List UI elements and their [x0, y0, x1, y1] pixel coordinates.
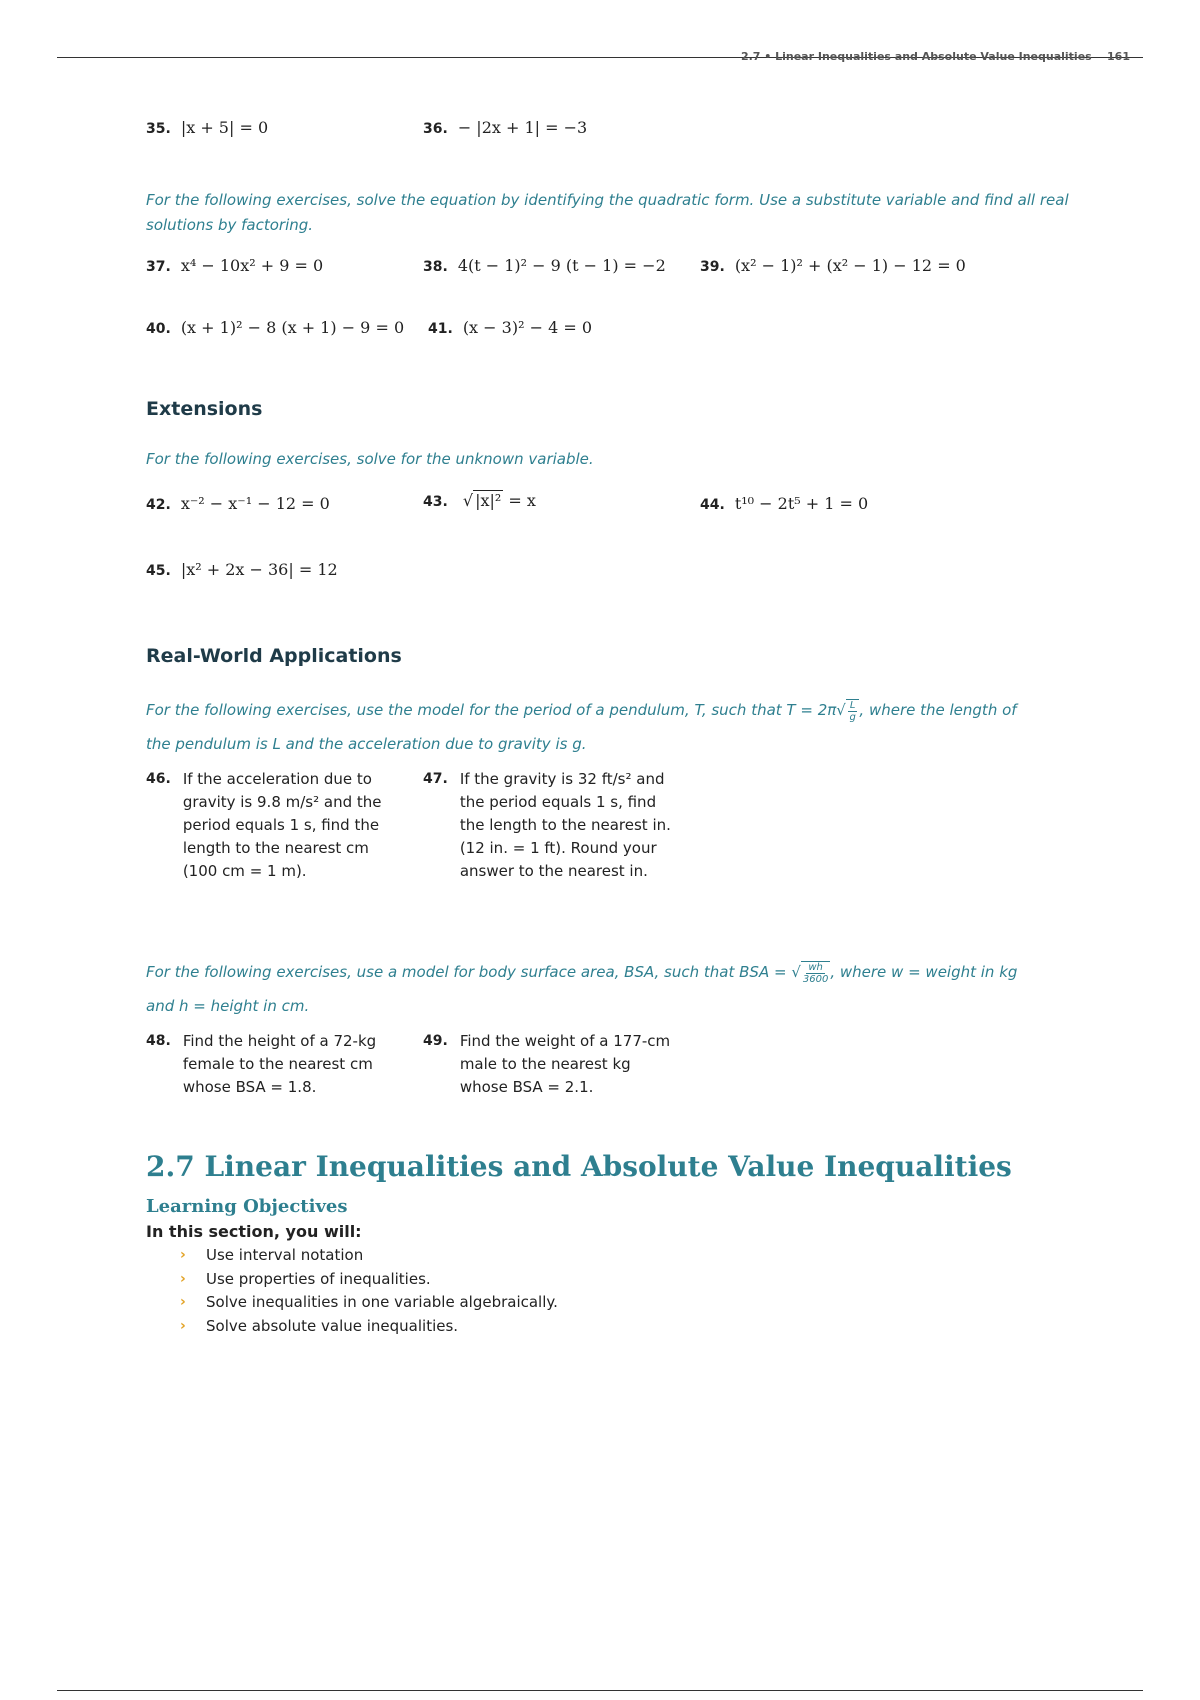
pendulum-sqrt: √ $\frac{L}{g}$	[836, 698, 859, 723]
exercise-expression: (x − 3)² − 4 = 0	[462, 318, 593, 337]
square-root: √ |x|²	[462, 491, 502, 510]
chevron-right-icon: ›	[180, 1317, 186, 1334]
exercise-number: 44.	[700, 497, 725, 513]
exercise-number: 42.	[146, 497, 171, 513]
exercise-expression: x⁻² − x⁻¹ − 12 = 0	[180, 494, 330, 513]
exercise-44	[700, 494, 868, 513]
exercise-expression: (x + 1)² − 8 (x + 1) − 9 = 0	[180, 318, 405, 337]
objective-text: Use interval notation	[206, 1246, 364, 1264]
exercise-text: If the acceleration due to gravity is 9.8 m/s² and the period equals 1 s, find the length to the nearest cm (100 cm = 1 m).	[182, 770, 382, 880]
quadratic-form-instruction: For the following exercises, solve the equation by identifying the quadratic form. Use a substitute variable and find all real solutions by factoring.	[146, 191, 1069, 234]
exercise-expression: 4(t − 1)² − 9 (t − 1) = −2	[457, 256, 666, 275]
bsa-sqrt: √ $\frac{wh}{3600}$	[791, 962, 829, 985]
exercise-43	[423, 490, 536, 510]
real-world-heading: Real-World Applications	[146, 645, 402, 667]
exercise-41	[428, 318, 592, 337]
exercise-expression: t¹⁰ − 2t⁵ + 1 = 0	[734, 494, 869, 513]
exercise-45	[146, 560, 338, 579]
bsa-instruction	[146, 960, 1017, 985]
pendulum-instruction	[146, 698, 1017, 723]
learning-objectives-intro: In this section, you will:	[146, 1222, 362, 1241]
footer-rule	[57, 1690, 1143, 1691]
exercise-number: 35.	[146, 121, 171, 137]
exercise-37	[146, 256, 323, 275]
exercise-expression: (x² − 1)² + (x² − 1) − 12 = 0	[734, 256, 966, 275]
extensions-heading: Extensions	[146, 398, 263, 420]
learning-objectives-title: Learning Objectives	[146, 1196, 348, 1217]
exercise-number: 38.	[423, 259, 448, 275]
exercise-number: 40.	[146, 321, 171, 337]
exercise-39	[700, 256, 966, 275]
objective-item	[180, 1268, 558, 1292]
exercise-48	[146, 1030, 388, 1099]
radicand: |x|²	[475, 491, 502, 510]
objective-item	[180, 1315, 558, 1339]
exercise-number: 41.	[428, 321, 453, 337]
exercise-49	[423, 1030, 675, 1099]
exercise-text: If the gravity is 32 ft/s² and the period equals 1 s, find the length to the nearest in. (12 in. = 1 ft). Round your answer to the nearest in.	[459, 770, 671, 880]
exercise-number: 48.	[146, 1033, 171, 1049]
objectives-list	[180, 1244, 558, 1338]
exercise-expression: = x	[508, 491, 536, 510]
objective-item	[180, 1291, 558, 1315]
exercise-text: Find the weight of a 177-cm male to the nearest kg whose BSA = 2.1.	[459, 1032, 671, 1096]
exercise-47	[423, 768, 675, 883]
exercise-number: 49.	[423, 1033, 448, 1049]
exercise-36	[423, 118, 587, 137]
frac-denominator: 3600	[802, 974, 829, 985]
running-head-title: 2.7 • Linear Inequalities and Absolute Value Inequalities	[740, 50, 1092, 63]
exercise-expression: − |2x + 1| = −3	[457, 118, 588, 137]
extensions-instruction: For the following exercises, solve for the unknown variable.	[146, 450, 594, 468]
pendulum-instruction-text: For the following exercises, use the model for the period of a pendulum, T, such that T = 2π	[146, 701, 837, 719]
exercise-expression: |x² + 2x − 36| = 12	[180, 560, 338, 579]
exercise-text: Find the height of a 72-kg female to the nearest cm whose BSA = 1.8.	[182, 1032, 377, 1096]
objective-item	[180, 1244, 558, 1268]
exercise-number: 45.	[146, 563, 171, 579]
exercise-number: 39.	[700, 259, 725, 275]
objective-text: Solve absolute value inequalities.	[206, 1316, 459, 1335]
exercise-number: 47.	[423, 771, 448, 787]
objective-text: Use properties of inequalities.	[206, 1269, 431, 1288]
bsa-instruction-line2: and h = height in cm.	[146, 997, 310, 1015]
pendulum-instruction-text: , where the length of	[859, 701, 1017, 719]
exercise-number: 37.	[146, 259, 171, 275]
exercise-38	[423, 256, 666, 275]
pendulum-instruction-line2: the pendulum is L and the acceleration due to gravity is g.	[146, 735, 587, 753]
objective-text: Solve inequalities in one variable algebraically.	[206, 1293, 558, 1311]
exercise-46	[146, 768, 388, 883]
chevron-right-icon: ›	[180, 1247, 186, 1263]
frac-numerator: L	[849, 700, 856, 711]
exercise-40	[146, 318, 404, 337]
exercise-expression: x⁴ − 10x² + 9 = 0	[180, 256, 324, 275]
exercise-number: 36.	[423, 121, 448, 137]
frac-denominator: g	[849, 712, 856, 723]
chevron-right-icon: ›	[180, 1294, 186, 1310]
exercise-number: 46.	[146, 771, 171, 787]
running-head	[741, 50, 1130, 63]
bsa-instruction-text: For the following exercises, use a model for body surface area, BSA, such that BSA =	[146, 963, 787, 981]
exercise-35	[146, 118, 268, 137]
exercise-expression: |x + 5| = 0	[180, 118, 269, 137]
page-number: 161	[1107, 50, 1130, 63]
exercise-42	[146, 494, 330, 513]
frac-numerator: wh	[808, 962, 823, 973]
chevron-right-icon: ›	[180, 1270, 186, 1287]
section-title: 2.7 Linear Inequalities and Absolute Value Inequalities	[146, 1150, 1012, 1183]
exercise-number: 43.	[423, 494, 448, 510]
bsa-instruction-text: , where w = weight in kg	[830, 963, 1018, 981]
